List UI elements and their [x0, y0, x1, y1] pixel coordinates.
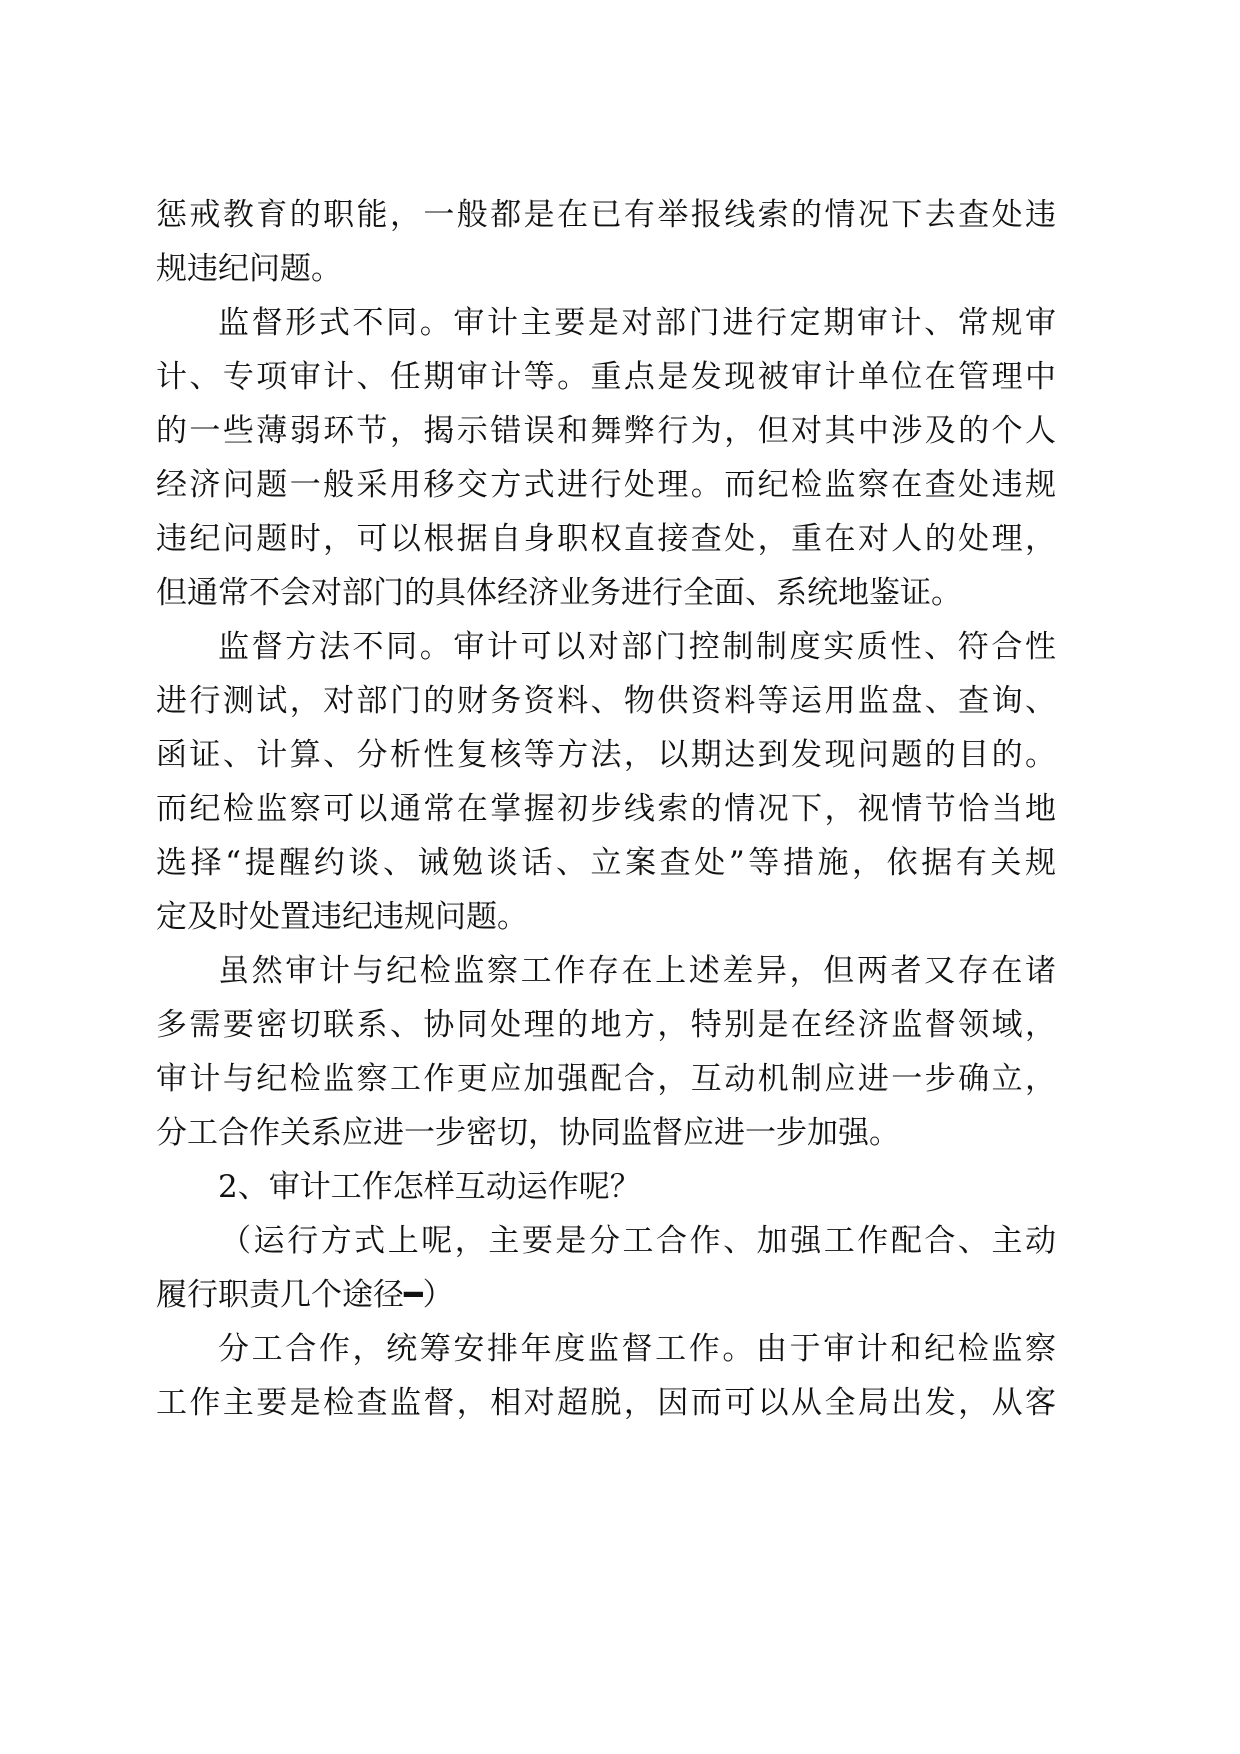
text-line: 而纪检监察可以通常在掌握初步线索的情况下，视情节恰当地: [156, 791, 1056, 827]
section-heading: 2、审计工作怎样互动运作呢？: [218, 1169, 641, 1205]
text-line: 分工合作关系应进一步密切，协同监督应进一步加强。: [156, 1115, 900, 1151]
text-line: 工作主要是检查监督，相对超脱，因而可以从全局出发，从客: [156, 1385, 1056, 1421]
text-line: 经济问题一般采用移交方式进行处理。而纪检监察在查处违规: [156, 467, 1056, 503]
text-line: 计、专项审计、任期审计等。重点是发现被审计单位在管理中: [156, 359, 1056, 395]
paragraph-start-line: 虽然审计与纪检监察工作存在上述差异，但两者又存在诸: [218, 953, 1056, 989]
text-line: 惩戒教育的职能，一般都是在已有举报线索的情况下去查处违: [156, 197, 1056, 233]
text-line: 进行测试，对部门的财务资料、物供资料等运用监盘、查询、: [156, 683, 1056, 719]
text-line: 审计与纪检监察工作更应加强配合，互动机制应进一步确立，: [156, 1061, 1056, 1097]
text-line: 定及时处置违纪违规问题。: [156, 899, 528, 935]
text-line: 违纪问题时，可以根据自身职权直接查处，重在对人的处理，: [156, 521, 1056, 557]
document-body: [156, 188, 1056, 1430]
paragraph-start-line: 监督方法不同。审计可以对部门控制制度实质性、符合性: [218, 629, 1056, 665]
paragraph-start-line: 分工合作，统筹安排年度监督工作。由于审计和纪检监察: [218, 1331, 1056, 1367]
text-line: 多需要密切联系、协同处理的地方，特别是在经济监督领域，: [156, 1007, 1056, 1043]
text-line: 规违纪问题。: [156, 251, 342, 287]
paragraph-start-line: 监督形式不同。审计主要是对部门进行定期审计、常规审: [218, 305, 1056, 341]
text-line: 函证、计算、分析性复核等方法，以期达到发现问题的目的。: [156, 737, 1056, 773]
text-line: 履行职责几个途径━）: [156, 1277, 454, 1313]
text-line: 的一些薄弱环节，揭示错误和舞弊行为，但对其中涉及的个人: [156, 413, 1056, 449]
paragraph-start-line: （运行方式上呢，主要是分工合作、加强工作配合、主动: [220, 1223, 1056, 1259]
text-line: 但通常不会对部门的具体经济业务进行全面、系统地鉴证。: [156, 575, 962, 611]
text-line: 选择“提醒约谈、诫勉谈话、立案查处”等措施，依据有关规: [156, 845, 1056, 881]
